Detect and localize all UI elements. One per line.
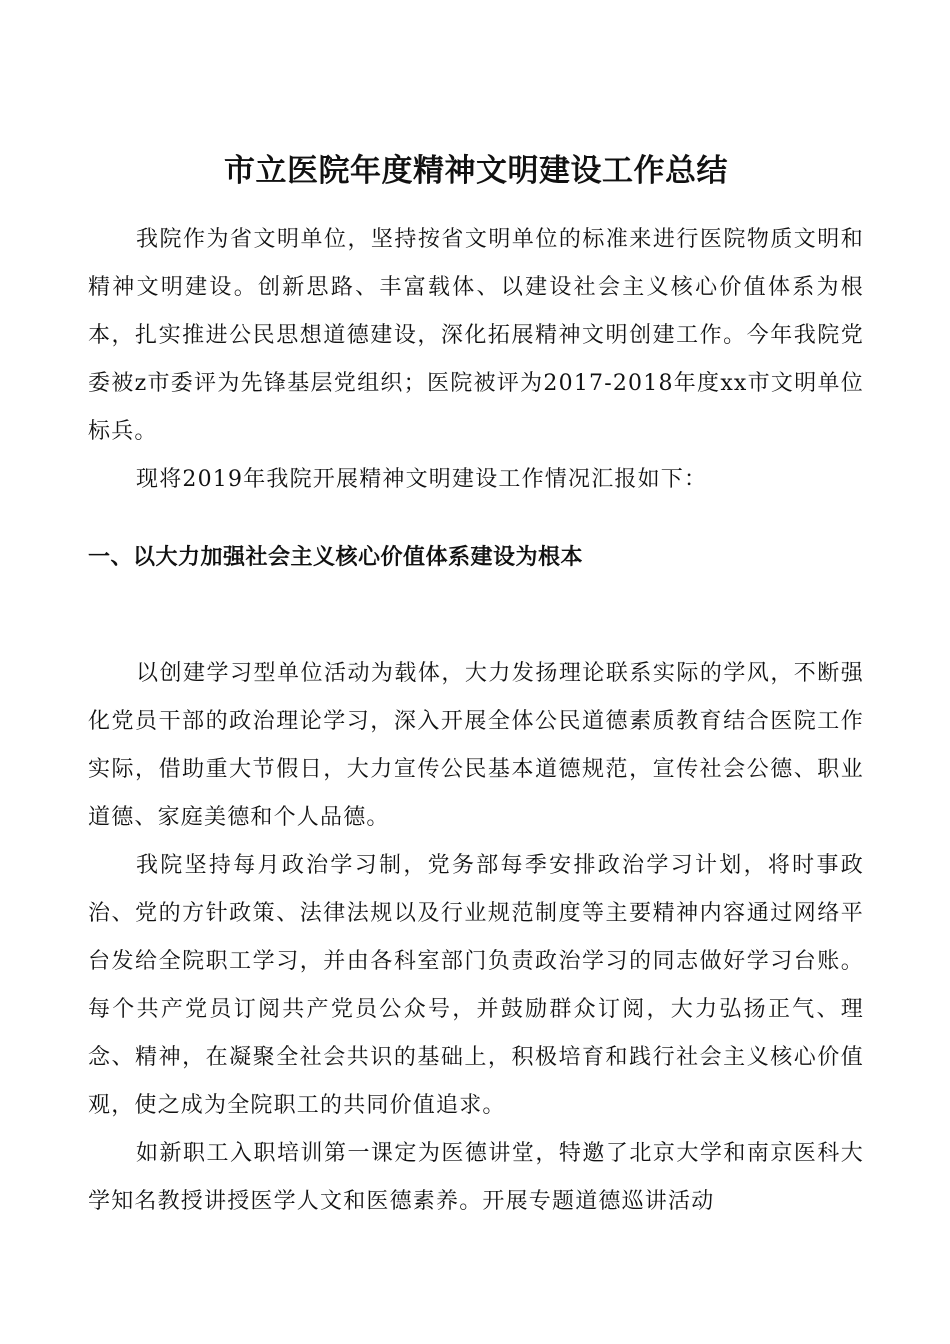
intro-paragraph-1: 我院作为省文明单位，坚持按省文明单位的标准来进行医院物质文明和精神文明建设。创新思路、丰富载体、以建设社会主义核心价值体系为根本，扎实推进公民思想道德建设，深化拓展精神文明创建工作。今年我院党委被z市委评为先锋基层党组织；医院被评为2017-2018年度xx市文明单位标兵。 xyxy=(88,227,864,444)
intro-paragraph-2: 现将2019年我院开展精神文明建设工作情况汇报如下： xyxy=(136,467,708,492)
section-1-paragraph-1: 以创建学习型单位活动为载体，大力发扬理论联系实际的学风，不断强化党员干部的政治理论学习，深入开展全体公民道德素质教育结合医院工作实际，借助重大节假日，大力宣传公民基本道德规范，宣传社会公德、职业道德、家庭美德和个人品德。 xyxy=(88,661,864,830)
section-1-paragraph-2: 我院坚持每月政治学习制，党务部每季安排政治学习计划，将时事政治、党的方针政策、法律法规以及行业规范制度等主要精神内容通过网络平台发给全院职工学习，并由各科室部门负责政治学习的同志做好学习台账。每个共产党员订阅共产党员公众号，并鼓励群众订阅，大力弘扬正气、理念、精神，在凝聚全社会共识的基础上，积极培育和践行社会主义核心价值观，使之成为全院职工的共同价值追求。 xyxy=(88,853,864,1118)
section-1-body xyxy=(88,650,864,1226)
section-1-paragraph-3: 如新职工入职培训第一课定为医德讲堂，特邀了北京大学和南京医科大学知名教授讲授医学人文和医德素养。开展专题道德巡讲活动 xyxy=(88,1141,864,1214)
section-1-heading: 一、以大力加强社会主义核心价值体系建设为根本 xyxy=(88,545,584,570)
document-title: 市立医院年度精神文明建设工作总结 xyxy=(224,153,728,189)
intro-section xyxy=(88,216,864,504)
